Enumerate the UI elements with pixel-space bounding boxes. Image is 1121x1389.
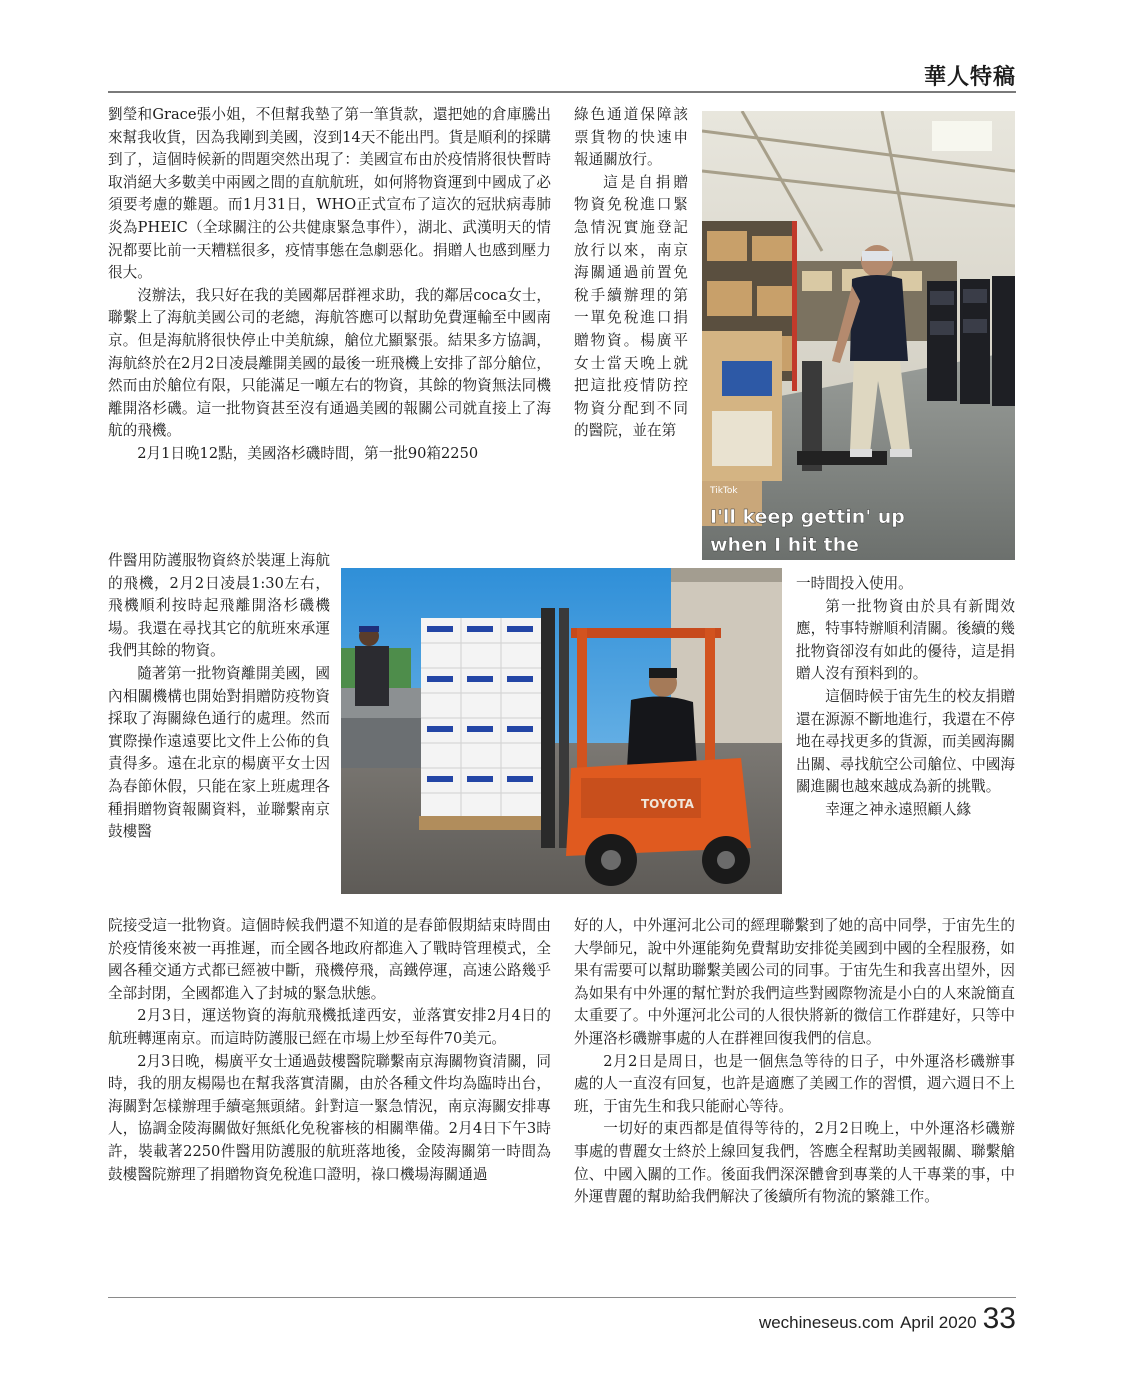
video-caption-line2: when I hit the <box>710 534 860 556</box>
paragraph: 一切好的東西都是值得等待的，2月2日晚上，中外運洛杉磯辦事處的曹麗女士終於上線回复我們，答應全程幫助美國報關、聯繫艙位、中國入關的工作。後面我們深深體會到專業的人干專業的事，中外運曹麗的幫助給我們解決了後續所有物流的繁雜工作。 <box>574 1120 1015 1206</box>
right-column-bottom <box>574 915 1015 1290</box>
paragraph: 綠色通道保障該票貨物的快速申報通關放行。 <box>574 106 688 169</box>
paragraph: 劉瑩和Grace張小姐，不但幫我墊了第一筆貨款，還把她的倉庫騰出來幫我收貨，因為我剛到美國，沒到14天不能出門。貨是順利的採購到了，這個時候新的問題突然出現了：美國宣布由於疫情將很快暫時取消絕大多數美中兩國之間的直航航班，如何將物資運到中國成了必須要考慮的難題。而1月31日，WHO正式宣布了這次的冠狀病毒肺炎為PHEIC（全球關注的公共健康緊急事件），湖北、武漢明天的情況都要比前一天糟糕很多，疫情事態在急劇惡化。捐贈人也感到壓力很大。 <box>108 106 551 282</box>
paragraph: 這個時候于宙先生的校友捐贈還在源源不斷地進行，我還在不停地在尋找更多的貨源，而美國海關出關、尋找航空公司艙位、中國海關進關也越來越成為新的挑戰。 <box>796 687 1015 796</box>
paragraph: 院接受這一批物資。這個時候我們還不知道的是春節假期結束時間由於疫情後來被一再推遲，而全國各地政府都進入了戰時管理模式，全國各種交通方式都已經被中斷，飛機停飛，高鐵停運，高速公路幾乎全部封閉，全國都進入了封城的緊急狀態。 <box>108 917 551 1002</box>
right-column-middle <box>796 573 1015 903</box>
paragraph: 一時間投入使用。 <box>796 575 913 592</box>
paragraph: 這是自捐贈物資免稅進口緊急情況實施登記放行以來，南京海關通過前置免稅手續辦理的第一單免稅進口捐贈物資。楊廣平女士當天晚上就把這批疫情防控物資分配到不同的醫院，並在第 <box>574 173 688 440</box>
footer-rule <box>108 1297 1016 1298</box>
forklift-photo <box>341 568 782 894</box>
page-footer <box>759 1302 1016 1336</box>
warehouse-photo-illustration <box>702 111 1015 560</box>
forklift-brand: TOYOTA <box>641 797 694 811</box>
video-caption-line1: I'll keep gettin' up <box>710 506 905 528</box>
tiktok-watermark: TikTok <box>710 486 738 496</box>
website-url: wechineseus.com <box>758 1313 895 1332</box>
paragraph: 2月1日晚12點，美國洛杉磯時間，第一批90箱2250 <box>137 444 479 462</box>
paragraph: 件醫用防護服物資終於裝運上海航的飛機，2月2日凌晨1:30左右，飛機順利按時起飛離開洛杉磯機場。我還在尋找其它的航班來承運我們其餘的物資。 <box>108 552 330 660</box>
header-rule <box>108 91 1016 93</box>
paragraph: 第一批物資由於具有新聞效應，特事特辦順利清關。後續的幾批物資卻沒有如此的優待，這是捐贈人沒有預料到的。 <box>796 597 1015 683</box>
left-column-top <box>108 104 551 548</box>
paragraph: 沒辦法，我只好在我的美國鄰居群裡求助，我的鄰居coca女士，聯繫上了海航美國公司的老總，海航答應可以幫助免費運輸至中國南京。但是海航將很快停止中美航線，艙位尤顯緊張。結果多方協調，海航終於在2月2日凌晨離開美國的最後一班飛機上安排了部分艙位，然而由於艙位有限，只能滿足一噸左右的物資，其餘的物資無法同機離開洛杉磯。這一批物資甚至沒有通過美國的報關公司就直接上了海航的飛機。 <box>108 286 551 440</box>
paragraph: 幸運之神永遠照顧人緣 <box>825 800 972 818</box>
left-column-narrow <box>108 550 330 922</box>
forklift-photo-illustration <box>341 568 782 894</box>
section-title: 華人特稿 <box>923 64 1016 90</box>
left-column-bottom <box>108 915 551 1290</box>
issue-date: April 2020 <box>900 1313 977 1332</box>
paragraph: 2月3日，運送物資的海航飛機抵達西安，並落實安排2月4日的航班轉運南京。而這時防護服已經在市場上炒至每件70美元。 <box>108 1007 551 1047</box>
page-number: 33 <box>982 1302 1016 1335</box>
right-column-narrow <box>574 104 688 548</box>
paragraph: 隨著第一批物資離開美國，國內相關機構也開始對捐贈防疫物資採取了海關綠色通行的處理。然而實際操作遠遠要比文件上公佈的負責得多。遠在北京的楊廣平女士因為春節休假，只能在家上班處理各種捐贈物資報關資料，並聯繫南京鼓樓醫 <box>108 664 330 841</box>
paragraph: 2月3日晚，楊廣平女士通過鼓樓醫院聯繫南京海關物資清關，同時，我的朋友楊陽也在幫我落實清關，由於各種文件均為臨時出台，海關對怎樣辦理手續毫無頭緒。針對這一緊急情況，南京海關安排專人，協調金陵海關做好無紙化免稅審核的相關準備。2月4日下午3時許，裝載著2250件醫用防護服的航班落地後，金陵海關第一時間為鼓樓醫院辦理了捐贈物資免稅進口證明，祿口機場海關通過 <box>108 1052 551 1183</box>
paragraph: 2月2日是周日，也是一個焦急等待的日子，中外運洛杉磯辦事處的人一直沒有回复，也許是適應了美國工作的習慣，週六週日不上班，于宙先生和我只能耐心等待。 <box>574 1052 1015 1115</box>
warehouse-photo <box>702 111 1015 560</box>
paragraph: 好的人，中外運河北公司的經理聯繫到了她的高中同學，于宙先生的大學師兄，說中外運能夠免費幫助安排從美國到中國的全程服務，如果有需要可以幫助聯繫美國公司的同事。于宙先生和我喜出望外，因為如果有中外運的幫忙對於我們這些對國際物流是小白的人來說簡直太重要了。中外運河北公司的人很快將新的微信工作群建好，只等中外運洛杉磯辦事處的人在群裡回復我們的信息。 <box>574 917 1015 1047</box>
